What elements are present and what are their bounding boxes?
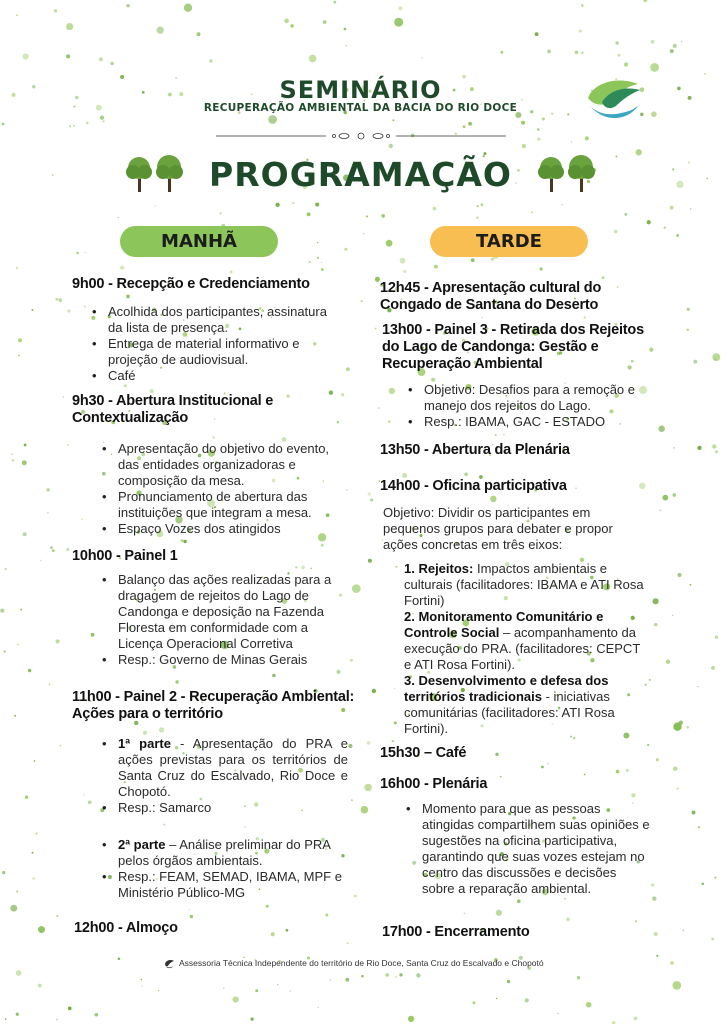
part2-text: – Análise preliminar do PRA pelos órgãos ambientais. xyxy=(118,837,331,868)
afternoon-heading-coffee: 15h30 – Café xyxy=(380,745,467,761)
list-item: • Momento para que as pessoas atingidas compartilhem suas opiniões e sugestões na oficina participativa, garantindo que suas vozes estejam no centro das discussões e decisões sobre a reparação ambiental. xyxy=(422,801,652,897)
leaf-water-logo-icon xyxy=(584,76,644,122)
morning-heading-opening: 9h30 - Abertura Institucional e Contextualização xyxy=(72,393,274,426)
part1-text: - Apresentação do PRA e ações previstas para os territórios de Santa Cruz do Escalvado, Rio Doce e Chopotó. xyxy=(118,736,348,799)
workshop-axis-3 xyxy=(404,673,644,737)
seminar-title: SEMINÁRIO xyxy=(279,76,442,104)
list-item: • Resp.: Samarco xyxy=(118,800,348,816)
morning-list-reception xyxy=(108,304,330,384)
afternoon-heading-panel3: 13h00 - Painel 3 - Retirada dos Rejeitos do Lago de Candonga: Gestão e Recuperação Ambiental xyxy=(382,322,644,372)
list-item xyxy=(118,837,348,869)
list-item: • Resp.: IBAMA, GAC - ESTADO xyxy=(424,414,654,430)
morning-heading-panel2: 11h00 - Painel 2 - Recuperação Ambiental: Ações para o território xyxy=(72,689,355,722)
list-item: • Balanço das ações realizadas para a dragagem de rejeitos do Lago de Candonga e deposição na Fazenda Floresta em conformidade com a Licença Operacional Corretiva xyxy=(118,572,354,652)
axis3-label: 3. Desenvolvimento e defesa dos territórios tradicionais xyxy=(404,673,609,704)
footer-text: Assessoria Técnica Independente do território de Rio Doce, Santa Cruz do Escalvado e Chopotó xyxy=(179,958,544,968)
list-item xyxy=(118,736,348,800)
afternoon-list-plenary xyxy=(422,801,652,897)
list-item: • Acolhida dos participantes, assinatura da lista de presença. xyxy=(108,304,330,336)
afternoon-heading-plenary-opening: 13h50 - Abertura da Plenária xyxy=(380,442,570,458)
afternoon-heading-plenary: 16h00 - Plenária xyxy=(380,776,488,792)
workshop-axis-1 xyxy=(404,561,644,609)
morning-heading-lunch: 12h00 - Almoço xyxy=(74,920,178,936)
morning-list-panel1 xyxy=(118,572,354,668)
part1-label: 1ª parte xyxy=(118,736,171,751)
list-item: • Resp.: FEAM, SEMAD, IBAMA, MPF e Ministério Público-MG xyxy=(118,869,348,901)
footer-logo-icon xyxy=(164,959,175,969)
list-item: • Espaço Vozes dos atingidos xyxy=(118,521,338,537)
seminar-subtitle: RECUPERAÇÃO AMBIENTAL DA BACIA DO RIO DOCE xyxy=(203,102,518,114)
axis1-text: Impactos ambientais e culturais (facilitadores: IBAMA e ATI Rosa Fortini) xyxy=(404,561,644,608)
morning-list-panel2-part2 xyxy=(118,837,348,901)
afternoon-heading-workshop: 14h00 - Oficina participativa xyxy=(380,478,567,494)
axis1-label: 1. Rejeitos: xyxy=(404,561,474,576)
afternoon-heading-cultural: 12h45 - Apresentação cultural do Congado de Santana do Deserto xyxy=(380,280,602,313)
axis2-text: – acompanhamento da execução do PRA. (facilitadores: CEPCT e ATI Rosa Fortini). xyxy=(404,625,641,672)
list-item: • Pronunciamento de abertura das instituições que integram a mesa. xyxy=(118,489,338,521)
axis3-text: - iniciativas comunitárias (facilitadores: ATI Rosa Fortini). xyxy=(404,689,615,736)
afternoon-list-panel3 xyxy=(424,382,654,430)
morning-heading-panel1: 10h00 - Painel 1 xyxy=(72,548,178,564)
ornament-divider xyxy=(216,130,506,142)
trees-icon xyxy=(534,152,600,196)
workshop-axis-2 xyxy=(404,609,644,673)
list-item: • Resp.: Governo de Minas Gerais xyxy=(118,652,354,668)
workshop-axes xyxy=(404,561,644,737)
list-item: • Café xyxy=(108,368,330,384)
list-item: • Apresentação do objetivo do evento, das entidades organizadoras e composição da mesa. xyxy=(118,441,338,489)
morning-label: MANHÃ xyxy=(120,226,278,257)
morning-list-panel2-part1 xyxy=(118,736,348,816)
afternoon-label: TARDE xyxy=(430,226,588,257)
program-title: PROGRAMAÇÃO xyxy=(209,155,512,194)
afternoon-heading-closing: 17h00 - Encerramento xyxy=(382,924,530,940)
list-item: • Entrega de material informativo e projeção de audiovisual. xyxy=(108,336,330,368)
list-item: • Objetivo: Desafios para a remoção e manejo dos rejeitos do Lago. xyxy=(424,382,654,414)
morning-heading-reception: 9h00 - Recepção e Credenciamento xyxy=(72,276,310,292)
part2-label: 2ª parte xyxy=(118,837,166,852)
footer xyxy=(164,955,584,971)
workshop-objective: Objetivo: Dividir os participantes em pequenos grupos para debater e propor ações concretas em três eixos: xyxy=(383,505,613,552)
morning-list-opening xyxy=(118,441,338,537)
axis2-label: 2. Monitoramento Comunitário e Controle Social xyxy=(404,609,604,640)
